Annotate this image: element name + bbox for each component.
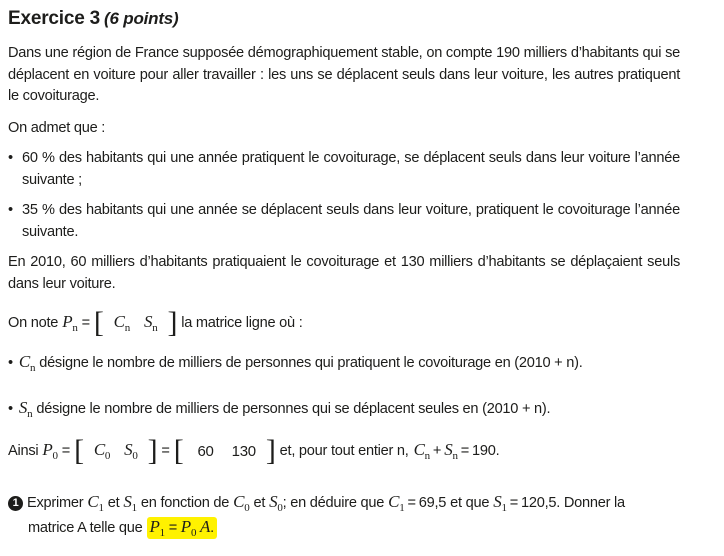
s0-symbol: $S_0$ — [124, 440, 138, 462]
c0-symbol: $C_0$ — [93, 440, 111, 462]
equals-sign: = — [407, 495, 416, 511]
equals-sign: = — [61, 443, 71, 459]
bullet-dot: • — [8, 401, 13, 417]
cn-symbol: $C_n$ — [113, 312, 130, 334]
q1-line-2-text: matrice A telle que — [28, 520, 143, 536]
matrix-a-symbol: A — [200, 517, 211, 536]
question-number-badge: 1 — [8, 496, 23, 511]
q1-text-a: Exprimer — [27, 495, 84, 511]
exercise-title — [8, 8, 179, 30]
p0-symbol: $P_0$ — [180, 517, 197, 539]
equals-sign: = — [81, 315, 90, 331]
exercise-label: Exercice 3 — [8, 8, 101, 29]
ainsi-suffix: et, pour tout entier n, — [279, 443, 409, 459]
equals-sign: = — [161, 443, 170, 459]
question-1-line-2 — [28, 517, 217, 539]
bullet-dot: • — [8, 355, 13, 371]
conj-et: et — [107, 495, 120, 511]
def-c-row — [8, 352, 583, 374]
s1-value: 120,5 — [521, 495, 557, 511]
question-1-line-1 — [8, 492, 625, 514]
s1-symbol: $S_1$ — [493, 492, 507, 514]
note-suffix: la matrice ligne où : — [181, 315, 303, 331]
p0-value-1: 60 — [197, 442, 214, 460]
bullet-text-2: 35 % des habitants qui une année se déplacent seuls dans leur voiture, pratiquent le covoiturage l’année suivante. — [22, 202, 680, 240]
c1-value: 69,5 — [418, 495, 447, 511]
q1-text-d: et que — [450, 495, 490, 511]
right-bracket: ] — [265, 434, 276, 467]
cn-symbol: $C_n$ — [18, 352, 36, 374]
year-2010-paragraph: En 2010, 60 milliers d’habitants pratiquaient le covoiturage et 130 milliers d’habitants se déplaçaient seuls dans leur voiture. — [8, 254, 680, 292]
def-s-row — [8, 398, 550, 420]
ainsi-row — [8, 436, 499, 466]
equals-sign: = — [168, 520, 181, 536]
sn-symbol: $S_n$ — [143, 312, 158, 334]
sn-symbol: $S_n$ — [444, 440, 458, 462]
bullet-item-1 — [8, 148, 680, 191]
period: . — [495, 443, 500, 459]
plus-sign: + — [432, 443, 442, 459]
p0-value-2: 130 — [231, 442, 256, 460]
cn-symbol: $C_n$ — [413, 440, 430, 462]
left-bracket: [ — [173, 434, 184, 467]
note-prefix: On note — [8, 315, 59, 331]
right-bracket: ] — [147, 434, 158, 467]
p0-symbol: $P_0$ — [42, 440, 58, 462]
bullet-dot: • — [8, 150, 13, 166]
admet-line: On admet que : — [8, 120, 106, 136]
exercise-points: (6 points) — [104, 9, 179, 28]
note-row — [8, 308, 303, 338]
bullet-dot: • — [8, 202, 13, 218]
c1-symbol: $C_1$ — [388, 492, 405, 514]
p1-symbol: $P_1$ — [149, 517, 165, 539]
c1-symbol: $C_1$ — [87, 492, 104, 514]
s1-symbol: $S_1$ — [123, 492, 137, 514]
def-c-text: désigne le nombre de milliers de personnes qui pratiquent le covoiturage en (2010 + n). — [39, 355, 583, 371]
highlighted-equation — [147, 517, 217, 539]
equals-sign: = — [509, 495, 518, 511]
right-bracket: ] — [167, 306, 178, 339]
period: . — [210, 520, 214, 536]
q1-text-c: ; en déduire que — [282, 495, 385, 511]
left-bracket: [ — [93, 306, 104, 339]
pn-symbol: $P_n$ — [62, 312, 78, 334]
def-s-text: désigne le nombre de milliers de personnes qui se déplacent seules en (2010 + n). — [36, 401, 551, 417]
c0-symbol: $C_0$ — [233, 492, 250, 514]
conj-et: et — [253, 495, 266, 511]
left-bracket: [ — [74, 434, 84, 467]
exercise-page — [8, 0, 684, 556]
q1-text-e: . Donner la — [556, 495, 625, 511]
bullet-item-2 — [8, 200, 680, 243]
intro-paragraph: Dans une région de France supposée démographiquement stable, on compte 190 milliers d’habitants qui se déplacent en voiture pour aller travailler : les uns se déplacent seuls dans leur voiture, les autres pratiquent le covoiturage. — [8, 45, 680, 104]
sum-value: 190 — [471, 443, 496, 459]
bullet-text-1: 60 % des habitants qui une année pratiquent le covoiturage, se déplacent seuls dans leur voiture l’année suivante ; — [22, 150, 680, 188]
equals-sign: = — [460, 443, 469, 459]
ainsi-prefix: Ainsi — [8, 443, 39, 459]
s0-symbol: $S_0$ — [269, 492, 283, 514]
q1-text-b: en fonction de — [140, 495, 230, 511]
sn-symbol: $S_n$ — [18, 398, 33, 420]
